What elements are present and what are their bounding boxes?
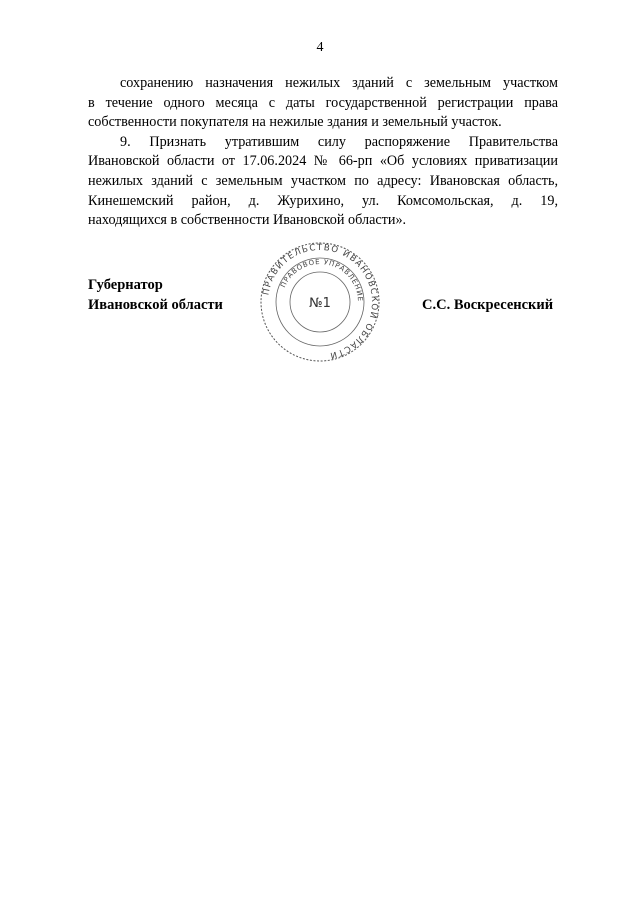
page-number: 4 [316,40,324,55]
paragraph-item-9 [88,133,558,231]
text-line: 9. Признать утратившим силу распоряжение Правительства [120,133,558,150]
signatory-title-line2: Ивановской области [88,297,223,313]
text-line: находящихся в собственности Ивановской области». [88,212,407,229]
seal-stamp [258,240,382,364]
seal-inner-text: ПРАВОВОЕ УПРАВЛЕНИЕ [279,257,365,303]
text-line: Кинешемский район, д. Журихино, ул. Комсомольская, д. 19, [88,192,558,209]
text-line: собственности покупателя на нежилые здания и земельный участок. [88,114,502,131]
signatory-title [88,275,223,315]
seal-outer-text: ПРАВИТЕЛЬСТВО ИВАНОВСКОЙ ОБЛАСТИ [261,242,380,361]
signatory-title-line1: Губернатор [88,277,163,293]
text-line: сохранению назначения нежилых зданий с земельным участком [120,75,558,91]
text-line: в течение одного месяца с даты государственной регистрации права [88,94,558,111]
text-line: Ивановской области от 17.06.2024 № 66-рп «Об условиях приватизации [88,153,558,170]
signatory-name: С.С. Воскресенский [422,297,554,313]
text-line: нежилых зданий с земельным участком по адресу: Ивановская область, [88,172,558,189]
document-body [88,74,558,231]
paragraph-continuation [88,74,558,133]
seal-center-number: №1 [309,296,331,311]
